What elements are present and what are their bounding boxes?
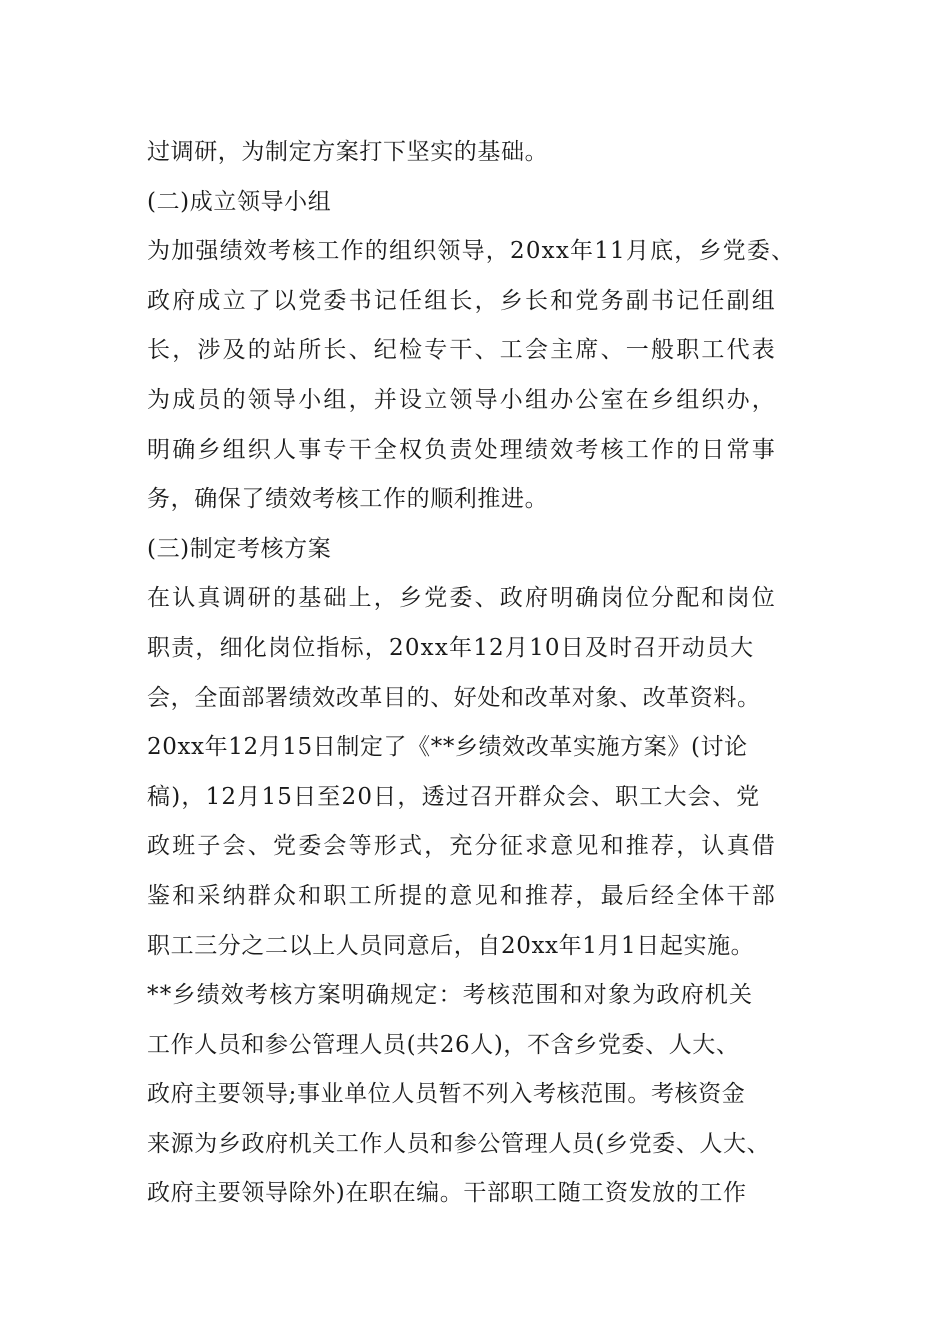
text-line: 来源为乡政府机关工作人员和参公管理人员(乡党委、人大、 (147, 1130, 771, 1157)
section-heading: (二)成立领导小组 (147, 188, 332, 215)
text-line: 务，确保了绩效考核工作的顺利推进。 (147, 486, 549, 513)
text-line: 过调研，为制定方案打下坚实的基础。 (147, 139, 549, 165)
document-body (147, 128, 837, 1219)
text-line: 长，涉及的站所长、纪检专干、工会主席、一般职工代表 (147, 337, 777, 364)
text-line: 政府主要领导;事业单位人员暂不列入考核范围。考核资金 (147, 1081, 746, 1108)
text-line: 职工三分之二以上人员同意后，自20xx年1月1日起实施。 (147, 932, 755, 959)
text-line: 20xx年12月15日制定了《**乡绩效改革实施方案》(讨论 (147, 734, 748, 761)
text-line: 稿)，12月15日至20日，透过召开群众会、职工大会、党 (147, 783, 761, 810)
text-line: 政班子会、党委会等形式，充分征求意见和推荐，认真借 (147, 833, 777, 860)
text-line: **乡绩效考核方案明确规定：考核范围和对象为政府机关 (147, 982, 754, 1009)
text-line: 在认真调研的基础上，乡党委、政府明确岗位分配和岗位 (147, 585, 777, 612)
text-line: 政府主要领导除外)在职在编。干部职工随工资发放的工作 (147, 1180, 747, 1207)
text-line: 政府成立了以党委书记任组长，乡长和党务副书记任副组 (147, 287, 777, 314)
text-line: 为成员的领导小组，并设立领导小组办公室在乡组织办， (147, 386, 777, 413)
text-line: 明确乡组织人事专干全权负责处理绩效考核工作的日常事 (147, 436, 777, 463)
text-line: 工作人员和参公管理人员(共26人)，不含乡党委、人大、 (147, 1031, 740, 1058)
section-heading: (三)制定考核方案 (147, 535, 332, 562)
text-line: 职责，细化岗位指标，20xx年12月10日及时召开动员大 (147, 634, 755, 661)
text-line: 鉴和采纳群众和职工所提的意见和推荐，最后经全体干部 (147, 882, 777, 909)
text-line: 会，全面部署绩效改革目的、好处和改革对象、改革资料。 (147, 684, 761, 711)
text-line: 为加强绩效考核工作的组织领导，20xx年11月底，乡党委、 (147, 238, 796, 265)
